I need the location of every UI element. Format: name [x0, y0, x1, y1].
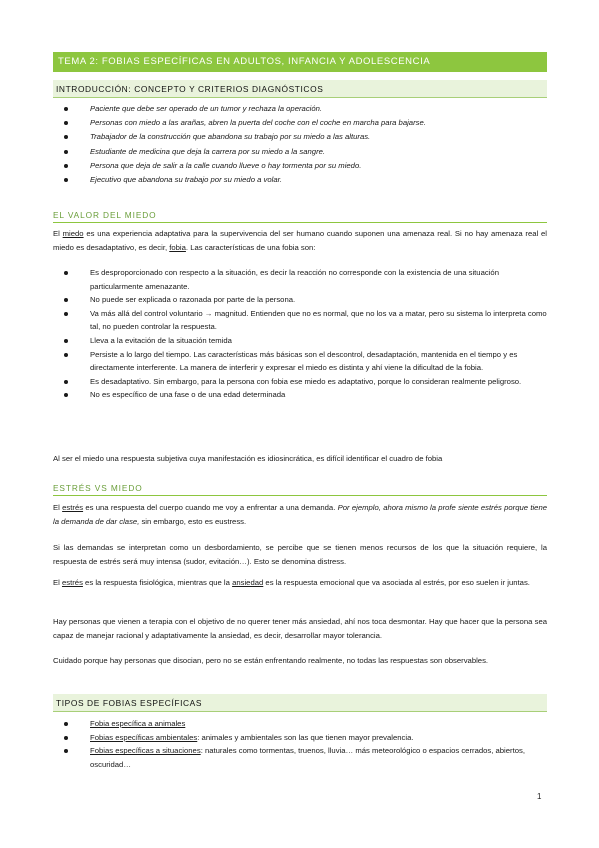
list-item: Paciente que debe ser operado de un tumor y rechaza la operación. — [53, 102, 547, 116]
list-item: No puede ser explicada o razonada por parte de la persona. — [53, 293, 547, 307]
list-item: Fobias específicas a situaciones: naturales como tormentas, truenos, lluvia… más meteorológico o espacios cerrados, abiertos, oscuridad… — [53, 744, 547, 771]
valor-closing-paragraph: Al ser el miedo una respuesta subjetiva cuya manifestación es idiosincrática, es difícil identificar el cuadro de fobia — [53, 454, 443, 463]
term-fobia: fobia — [169, 242, 186, 252]
tipos-list — [53, 717, 547, 771]
fobia-features-list — [53, 266, 547, 402]
list-item: Lleva a la evitación de la situación temida — [53, 334, 547, 348]
list-item: No es específico de una fase o de una edad determinada — [53, 388, 547, 402]
list-item: Es desproporcionado con respecto a la situación, es decir la reacción no corresponde con la existencia de una situación particularmente amenazante. — [53, 266, 547, 293]
list-item: Va más allá del control voluntario → magnitud. Entienden que no es normal, que no los va a matar, pero su sistema lo interpreta como tal, no pueden controlar la respuesta. — [53, 307, 547, 334]
list-item: Es desadaptativo. Sin embargo, para la persona con fobia ese miedo es adaptativo, porque lo consideran realmente peligroso. — [53, 375, 547, 389]
list-item: Fobia específica a animales — [53, 717, 547, 731]
section-divider — [53, 222, 547, 223]
section-heading-introduccion: INTRODUCCIÓN: CONCEPTO Y CRITERIOS DIAGNÓSTICOS — [53, 80, 547, 98]
estres-paragraph-1: El estrés es una respuesta del cuerpo cuando me voy a enfrentar a una demanda. Por ejemplo, ahora mismo la profe siente estrés porque tiene la demanda de dar clase, sin embargo, esto es eustress. — [53, 503, 547, 526]
estres-paragraph-4: Hay personas que vienen a terapia con el objetivo de no querer tener más ansiedad, ahí nos toca desmontar. Hay que hacer que la persona sea capaz de manejar racional y adaptativamente la ansiedad, es decir, desarrollar mayor tolerancia. — [53, 617, 547, 640]
section-heading-valor-miedo: EL VALOR DEL MIEDO — [53, 210, 157, 220]
term-ansiedad: ansiedad — [232, 578, 264, 587]
term-estres: estrés — [61, 578, 83, 587]
list-item: Fobias específicas ambientales: animales y ambientales son las que tienen mayor prevalencia. — [53, 731, 547, 745]
list-item: Persona que deja de salir a la calle cuando llueve o hay tormenta por su miedo. — [53, 159, 547, 173]
section-heading-tipos: TIPOS DE FOBIAS ESPECÍFICAS — [53, 694, 547, 712]
list-item: Personas con miedo a las arañas, abren la puerta del coche con el coche en marcha para bajarse. — [53, 116, 547, 130]
estres-paragraph-2: Si las demandas se interpretan como un desbordamiento, se percibe que se tienen menos recursos de los que la situación requiere, la respuesta de estrés será muy intensa (sudor, evitación…). Esto se denomina distress. — [53, 543, 547, 566]
document-title: TEMA 2: FOBIAS ESPECÍFICAS EN ADULTOS, INFANCIA Y ADOLESCENCIA — [53, 52, 547, 72]
list-item: Trabajador de la construcción que abandona su trabajo por su miedo a las alturas. — [53, 130, 547, 144]
page-number: 1 — [537, 792, 542, 801]
list-item: Estudiante de medicina que deja la carrera por su miedo a la sangre. — [53, 145, 547, 159]
term-estres: estrés — [62, 503, 84, 512]
section-divider — [53, 495, 547, 496]
estres-paragraph-3: El estrés es la respuesta fisiológica, mientras que la ansiedad es la respuesta emocional que va asociada al estrés, por eso suelen ir juntas. — [53, 578, 530, 587]
estres-paragraph-5: Cuidado porque hay personas que disocian, pero no se están enfrentando realmente, no todas las respuestas son observables. — [53, 656, 489, 665]
term-miedo: miedo — [62, 229, 84, 238]
valor-paragraph: El miedo es una experiencia adaptativa para la supervivencia del ser humano cuando suponen una amenaza real. Si no hay amenaza real el miedo es desadaptativo, es decir, fobia. Las características de una fobia son: — [53, 229, 547, 252]
section-heading-estres-miedo: ESTRÉS VS MIEDO — [53, 483, 143, 493]
intro-examples-list — [53, 102, 547, 187]
list-item: Ejecutivo que abandona su trabajo por su miedo a volar. — [53, 173, 547, 187]
list-item: Persiste a lo largo del tiempo. Las características más básicas son el descontrol, desadaptación, mantenida en el tiempo y es directamente interferente. La manera de interferir y expresar el miedo es distinta y ahí viene la dificultad de la fobia. — [53, 348, 547, 375]
document-page — [53, 0, 547, 848]
